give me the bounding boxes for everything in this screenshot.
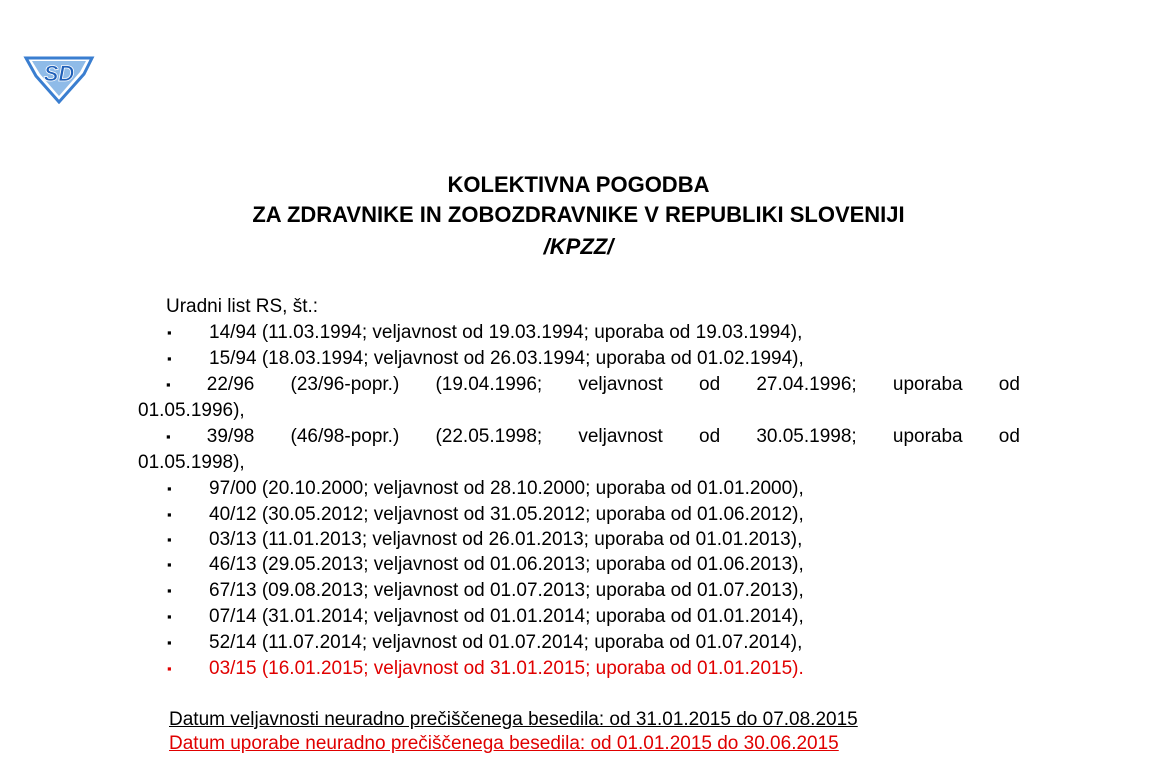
bullet-icon: ▪ bbox=[167, 635, 172, 650]
bullet-icon: ▪ bbox=[167, 325, 172, 340]
continuation-text: 01.05.1998), bbox=[138, 452, 245, 473]
bullet-icon: ▪ bbox=[167, 557, 172, 572]
application-date-text: Datum uporabe neuradno prečiščenega besedila: od 01.01.2015 do 30.06.2015 bbox=[169, 733, 839, 754]
word: (19.04.1996; bbox=[435, 374, 543, 395]
list-item-continuation bbox=[138, 450, 1020, 476]
list-item-text: 14/94 (11.03.1994; veljavnost od 19.03.1994; uporaba od 19.03.1994), bbox=[209, 322, 803, 343]
continuation-text: 01.05.1996), bbox=[138, 400, 245, 421]
bullet-icon: ▪ bbox=[167, 661, 172, 676]
word: od bbox=[998, 426, 1020, 447]
gazette-label: Uradni list RS, št.: bbox=[166, 296, 319, 317]
word: (46/98-popr.) bbox=[290, 426, 400, 447]
list-item bbox=[138, 630, 1020, 656]
list-item-text bbox=[166, 424, 1020, 450]
sd-shield-logo-icon bbox=[22, 50, 96, 104]
document-abbreviation: /KPZZ/ bbox=[543, 234, 614, 259]
list-item bbox=[138, 320, 1020, 346]
svg-text:SD: SD bbox=[43, 61, 75, 86]
bullet-icon: ▪ bbox=[166, 429, 171, 444]
list-item-text: 07/14 (31.01.2014; veljavnost od 01.01.2014; uporaba od 01.01.2014), bbox=[209, 606, 804, 627]
list-item bbox=[138, 372, 1020, 398]
list-item-text: 46/13 (29.05.2013; veljavnost od 01.06.2013; uporaba od 01.06.2013), bbox=[209, 554, 804, 575]
list-item bbox=[138, 552, 1020, 578]
list-item-latest bbox=[138, 656, 1020, 682]
list-item-text: 67/13 (09.08.2013; veljavnost od 01.07.2013; uporaba od 01.07.2013), bbox=[209, 580, 804, 601]
validity-date-text: Datum veljavnosti neuradno prečiščenega besedila: od 31.01.2015 do 07.08.2015 bbox=[169, 709, 858, 730]
list-item-text: 52/14 (11.07.2014; veljavnost od 01.07.2014; uporaba od 01.07.2014), bbox=[209, 632, 803, 653]
bullet-icon: ▪ bbox=[167, 609, 172, 624]
list-item-text: 03/15 (16.01.2015; veljavnost od 31.01.2015; uporaba od 01.01.2015). bbox=[209, 658, 804, 679]
word: 39/98 bbox=[206, 426, 255, 447]
word: veljavnost bbox=[578, 426, 663, 447]
list-item-continuation bbox=[138, 398, 1020, 424]
list-item bbox=[138, 346, 1020, 372]
list-item-text: 15/94 (18.03.1994; veljavnost od 26.03.1994; uporaba od 01.02.1994), bbox=[209, 348, 804, 369]
word: veljavnost bbox=[578, 374, 663, 395]
list-item bbox=[138, 578, 1020, 604]
bullet-icon: ▪ bbox=[167, 507, 172, 522]
list-item bbox=[138, 424, 1020, 450]
word: od bbox=[998, 374, 1020, 395]
bullet-icon: ▪ bbox=[167, 481, 172, 496]
list-item-text: 40/12 (30.05.2012; veljavnost od 31.05.2012; uporaba od 01.06.2012), bbox=[209, 504, 804, 525]
validity-row bbox=[138, 707, 1020, 733]
list-item-text: 03/13 (11.01.2013; veljavnost od 26.01.2013; uporaba od 01.01.2013), bbox=[209, 529, 803, 550]
word: (22.05.1998; bbox=[435, 426, 543, 447]
bullet-icon: ▪ bbox=[167, 532, 172, 547]
application-row bbox=[138, 731, 1020, 757]
bullet-icon: ▪ bbox=[166, 377, 171, 392]
word: uporaba bbox=[892, 426, 963, 447]
list-item-text bbox=[166, 372, 1020, 398]
gazette-label-row bbox=[138, 294, 1020, 320]
document-subtitle: ZA ZDRAVNIKE IN ZOBOZDRAVNIKE V REPUBLIKI SLOVENIJI bbox=[252, 202, 905, 227]
word: 30.05.1998; bbox=[756, 426, 857, 447]
bullet-icon: ▪ bbox=[167, 583, 172, 598]
word: (23/96-popr.) bbox=[290, 374, 400, 395]
list-item bbox=[138, 604, 1020, 630]
word: od bbox=[699, 374, 721, 395]
document-title: KOLEKTIVNA POGODBA bbox=[447, 172, 710, 197]
list-item bbox=[138, 476, 1020, 502]
word: od bbox=[699, 426, 721, 447]
word: uporaba bbox=[892, 374, 963, 395]
list-item-text: 97/00 (20.10.2000; veljavnost od 28.10.2000; uporaba od 01.01.2000), bbox=[209, 478, 804, 499]
list-item bbox=[138, 502, 1020, 528]
word: 22/96 bbox=[206, 374, 255, 395]
word: 27.04.1996; bbox=[756, 374, 857, 395]
bullet-icon: ▪ bbox=[167, 351, 172, 366]
list-item bbox=[138, 527, 1020, 553]
